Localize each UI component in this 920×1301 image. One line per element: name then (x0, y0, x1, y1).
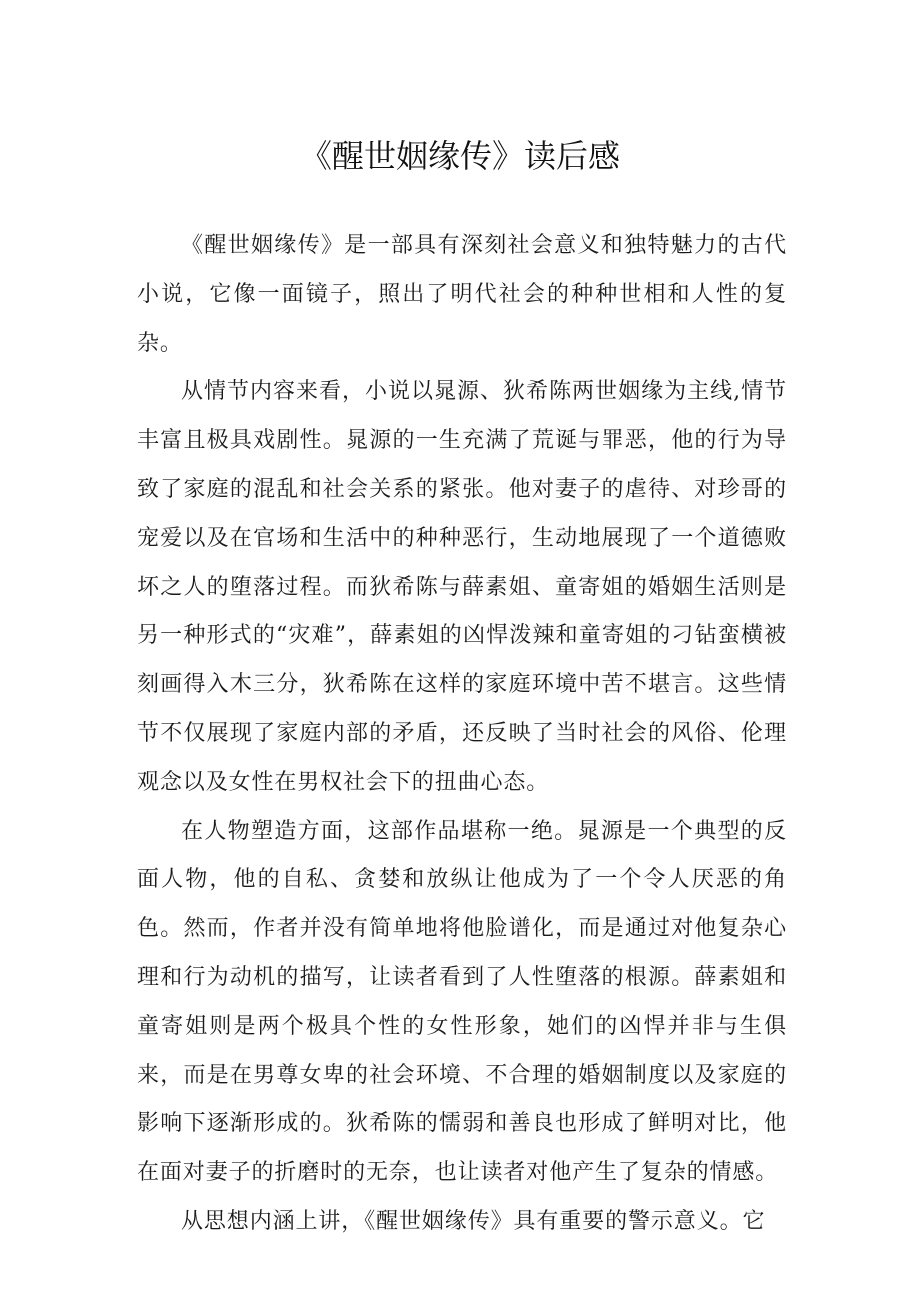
document-title: 《醒世姻缘传》读后感 (299, 137, 620, 175)
paragraph-characters: 在人物塑造方面，这部作品堪称一绝。晁源是一个典型的反面人物，他的自私、贪婪和放纵让他成为了一个令人厌恶的角色。然而，作者并没有简单地将他脸谱化，而是通过对他复杂心理和行为动机的描写，让读者看到了人性堕落的根源。薛素姐和童寄姐则是两个极具个性的女性形象，她们的凶悍并非与生俱来，而是在男尊女卑的社会环境、不合理的婚姻制度以及家庭的影响下逐渐形成的。狄希陈的懦弱和善良也形成了鲜明对比，他在面对妻子的折磨时的无奈，也让读者对他产生了复杂的情感。 (137, 818, 787, 1186)
paragraph-themes: 从思想内涵上讲，《醒世姻缘传》具有重要的警示意义。它 (181, 1208, 766, 1234)
paragraph-plot: 从情节内容来看，小说以晁源、狄希陈两世姻缘为主线,情节丰富且极具戏剧性。晁源的一生充满了荒诞与罪恶，他的行为导致了家庭的混乱和社会关系的紧张。他对妻子的虐待、对珍哥的宠爱以及在官场和生活中的种种恶行，生动地展现了一个道德败坏之人的堕落过程。而狄希陈与薛素姐、童寄姐的婚姻生活则是另一种形式的“灾难”，薛素姐的凶悍泼辣和童寄姐的刁钻蛮横被刻画得入木三分，狄希陈在这样的家庭环境中苦不堪言。这些情节不仅展现了家庭内部的矛盾，还反映了当时社会的风俗、伦理观念以及女性在男权社会下的扭曲心态。 (137, 379, 787, 795)
paragraph-intro: 《醒世姻缘传》是一部具有深刻社会意义和独特魅力的古代小说，它像一面镜子，照出了明代社会的种种世相和人性的复杂。 (137, 233, 787, 356)
document-body (137, 222, 787, 1247)
